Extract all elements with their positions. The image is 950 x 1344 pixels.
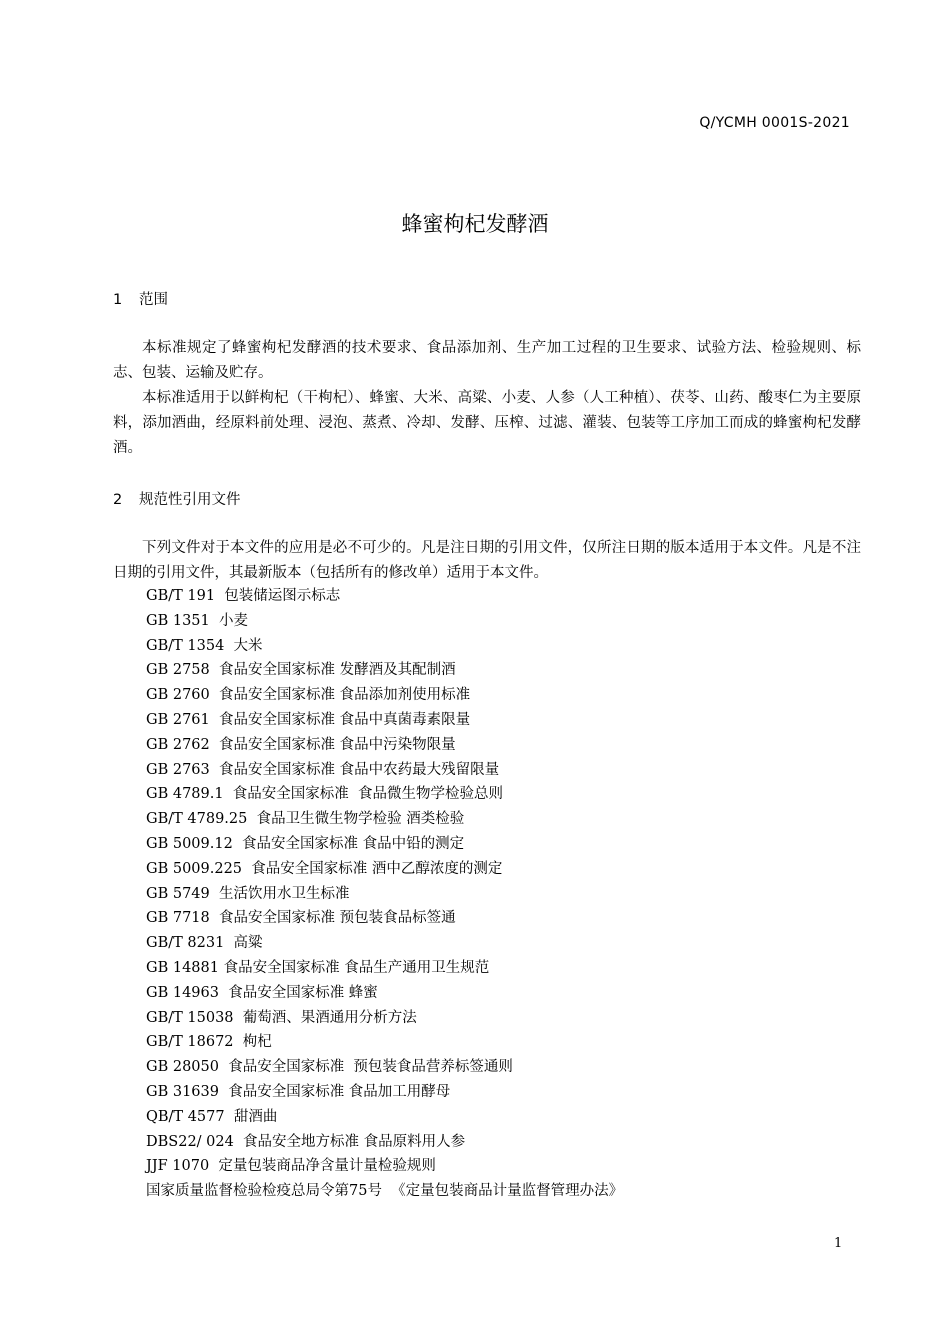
scope-paragraph-1: 本标准规定了蜂蜜枸杞发酵酒的技术要求、食品添加剂、生产加工过程的卫生要求、试验方法、检验规则、标志、包装、运输及贮存。: [113, 340, 861, 381]
reference-item: DBS22/ 024 食品安全地方标准 食品原料用人参: [146, 1133, 466, 1150]
section-heading-normative-references: [113, 488, 241, 509]
reference-item: GB 2760 食品安全国家标准 食品添加剂使用标准: [146, 687, 471, 704]
reference-item: GB 2763 食品安全国家标准 食品中农药最大残留限量: [146, 761, 500, 778]
section-title: 规范性引用文件: [139, 492, 241, 508]
reference-item: GB 5009.225 食品安全国家标准 酒中乙醇浓度的测定: [146, 860, 503, 877]
reference-item: GB/T 8231 高粱: [146, 935, 263, 952]
reference-item: GB 1351 小麦: [146, 612, 248, 629]
references-intro-paragraph: 下列文件对于本文件的应用是必不可少的。凡是注日期的引用文件，仅所注日期的版本适用于本文件。凡是不注日期的引用文件，其最新版本（包括所有的修改单）适用于本文件。: [113, 540, 861, 581]
reference-item: GB 7718 食品安全国家标准 预包装食品标签通: [146, 910, 456, 927]
reference-item: JJF 1070 定量包装商品净含量计量检验规则: [146, 1158, 436, 1175]
section-heading-scope: [113, 288, 168, 309]
reference-item: GB 2762 食品安全国家标准 食品中污染物限量: [146, 736, 456, 753]
reference-item: GB 5749 生活饮用水卫生标准: [146, 885, 350, 902]
reference-item: GB 28050 食品安全国家标准 预包装食品营养标签通则: [146, 1059, 513, 1076]
reference-item: GB 2761 食品安全国家标准 食品中真菌毒素限量: [146, 711, 471, 728]
reference-item: 国家质量监督检验检疫总局令第75号 《定量包装商品计量监督管理办法》: [146, 1183, 624, 1200]
reference-item: GB 2758 食品安全国家标准 发酵酒及其配制酒: [146, 662, 456, 679]
reference-item: QB/T 4577 甜酒曲: [146, 1108, 278, 1125]
reference-item: GB 31639 食品安全国家标准 食品加工用酵母: [146, 1083, 451, 1100]
section-number: 2: [113, 492, 123, 508]
reference-item: GB/T 4789.25 食品卫生微生物学检验 酒类检验: [146, 811, 465, 828]
section-title: 范围: [139, 292, 168, 308]
reference-list: [146, 584, 623, 1204]
reference-item: GB/T 15038 葡萄酒、果酒通用分析方法: [146, 1009, 417, 1026]
reference-item: GB/T 1354 大米: [146, 637, 263, 654]
section-number: 1: [113, 292, 123, 308]
reference-item: GB/T 191 包装储运图示标志: [146, 588, 341, 604]
reference-item: GB 14881 食品安全国家标准 食品生产通用卫生规范: [146, 959, 490, 976]
scope-paragraph-2: 本标准适用于以鲜枸杞（干枸杞）、蜂蜜、大米、高粱、小麦、人参（人工种植）、茯苓、山药、酸枣仁为主要原料，添加酒曲，经原料前处理、浸泡、蒸煮、冷却、发酵、压榨、过滤、灌装、包装等工序加工而成的蜂蜜枸杞发酵酒。: [113, 390, 861, 456]
reference-item: GB 5009.12 食品安全国家标准 食品中铅的测定: [146, 835, 465, 852]
reference-item: GB/T 18672 枸杞: [146, 1034, 272, 1051]
document-title: 蜂蜜枸杞发酵酒: [401, 212, 549, 236]
document-code: Q/YCMH 0001S-2021: [699, 115, 850, 131]
reference-item: GB 14963 食品安全国家标准 蜂蜜: [146, 984, 378, 1001]
reference-item: GB 4789.1 食品安全国家标准 食品微生物学检验总则: [146, 786, 504, 803]
page-number: 1: [834, 1236, 843, 1251]
